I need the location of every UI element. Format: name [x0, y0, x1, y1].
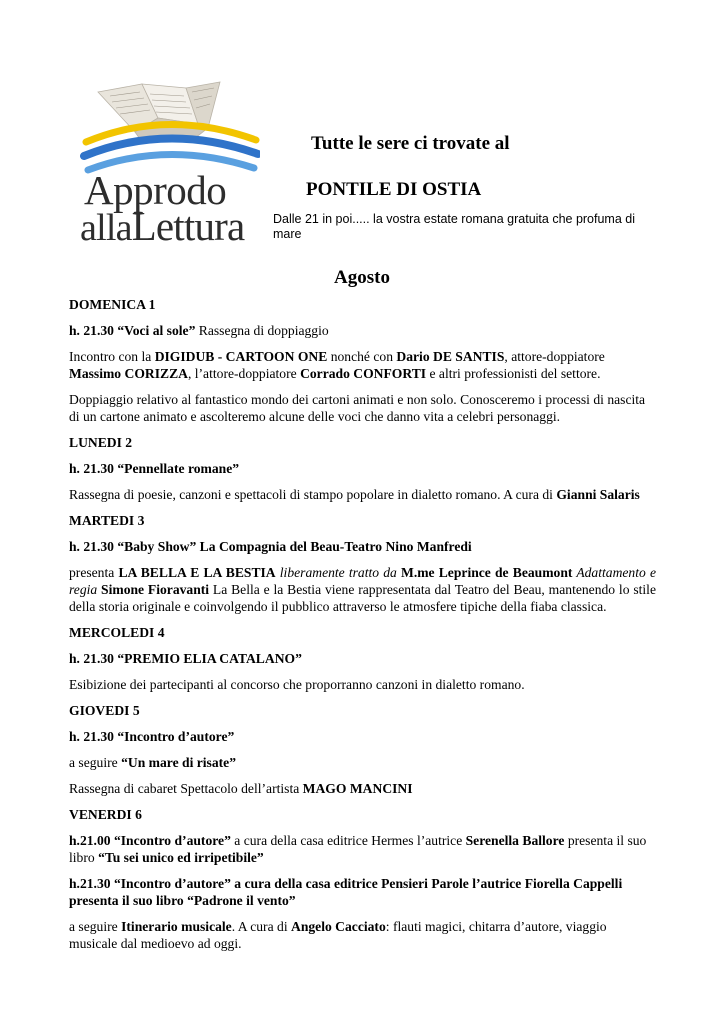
event-desc-6b: h.21.30 “Incontro d’autore” a cura della casa editrice Pensieri Parole l’autrice Fiorella Cappelli presenta il suo libro “Padrone il vento” [69, 876, 623, 908]
logo-word-lettura: Lettura [131, 203, 245, 249]
event-desc-1a: Incontro con la DIGIDUB - CARTOON ONE nonché con Dario DE SANTIS, attore-doppiatore Massimo CORIZZA, l’attore-doppiatore Corrado CONFORTI e altri professionisti del settore. [69, 349, 605, 381]
event-time-4: h. 21.30 “PREMIO ELIA CATALANO” [69, 651, 302, 666]
paper-boat-waves-graphic [80, 80, 260, 180]
header-line-2: PONTILE DI OSTIA [306, 179, 482, 200]
day-heading-3: MARTEDI 3 [69, 513, 145, 528]
event-desc-1b: Doppiaggio relativo al fantastico mondo dei cartoni animati e non solo. Conosceremo i processi di nascita di un cartone animato e ascolteremo alcune delle voci che danno vita a celebri personaggi. [69, 392, 646, 424]
event-desc-5a: a seguire “Un mare di risate” [69, 755, 236, 770]
day-heading-2: LUNEDI 2 [69, 435, 133, 450]
event-desc-6c: a seguire Itinerario musicale. A cura di Angelo Cacciato: flauti magici, chitarra d’autore, viaggio musicale dal medioevo ad oggi. [69, 919, 607, 951]
event-desc-5b: Rassegna di cabaret Spettacolo dell’artista MAGO MANCINI [69, 781, 413, 796]
event-time-1: h. 21.30 “Voci al sole” Rassegna di doppiaggio [69, 323, 329, 338]
month-title: Agosto [334, 267, 390, 288]
logo-word-approdo: Approdo [84, 167, 227, 213]
day-heading-5: GIOVEDI 5 [69, 703, 140, 718]
logo-word-alla: alla [80, 207, 132, 249]
event-desc-6a: h.21.00 “Incontro d’autore” a cura della casa editrice Hermes l’autrice Serenella Ballore presenta il suo libro “Tu sei unico ed irripetibile” [69, 833, 647, 865]
day-heading-1: DOMENICA 1 [69, 297, 156, 312]
logo-word-alla-lettura [80, 202, 244, 250]
day-heading-6: VENERDI 6 [69, 807, 142, 822]
header-line-1: Tutte le sere ci trovate al [311, 133, 510, 154]
event-time-3: h. 21.30 “Baby Show” La Compagnia del Beau-Teatro Nino Manfredi [69, 539, 472, 554]
program-list [69, 296, 656, 961]
event-time-2: h. 21.30 “Pennellate romane” [69, 461, 240, 476]
event-desc-2: Rassegna di poesie, canzoni e spettacoli di stampo popolare in dialetto romano. A cura di Gianni Salaris [69, 487, 640, 502]
event-desc-4: Esibizione dei partecipanti al concorso che proporranno canzoni in dialetto romano. [69, 677, 525, 692]
event-time-5: h. 21.30 “Incontro d’autore” [69, 729, 235, 744]
day-heading-4: MERCOLEDI 4 [69, 625, 165, 640]
header-tagline: Dalle 21 in poi..... la vostra estate romana gratuita che profuma di mare [273, 212, 635, 241]
event-desc-3: presenta LA BELLA E LA BESTIA liberamente tratto da M.me Leprince de Beaumont Adattamento e regia Simone Fioravanti La Bella e la Bestia viene rappresentata dal Teatro del Beau, mantenendo lo stile della storia originale e coinvolgendo il pubblico attraverso le atmosfere tipiche della fiaba classica. [69, 565, 656, 614]
approdo-alla-lettura-logo [80, 80, 260, 249]
